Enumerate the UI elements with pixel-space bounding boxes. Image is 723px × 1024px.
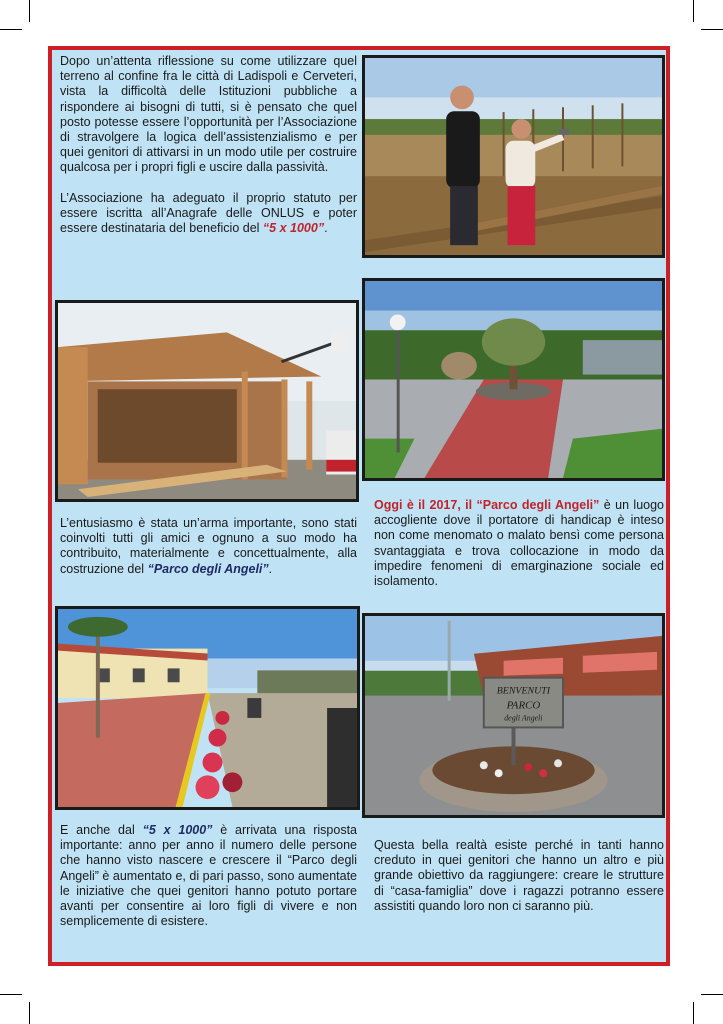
photo-welcome-sign [362, 613, 665, 818]
onlus-text: L’Associazione ha adeguato il proprio statuto per essere iscritta all’Anagrafe delle ONLUS e poter essere destinataria del beneficio del [60, 190, 357, 236]
crop-mark-tl-v [29, 0, 30, 22]
sign-text-line1: BENVENUTI [496, 685, 551, 697]
crop-mark-br-v [693, 1002, 694, 1024]
enthusiasm-end: . [268, 561, 273, 576]
five-per-thousand-emphasis-2: “5 x 1000” [142, 823, 213, 837]
photo-fence-building [362, 55, 665, 258]
year-emphasis: Oggi è il 2017, il “Parco degli Angeli” [374, 498, 600, 512]
intro-paragraph: Dopo un’attenta riflessione su come utilizzare quel terreno al confine fra le città di Ladispoli e Cerveteri, vista la difficoltà delle Istituzioni pubbliche a rispondere ai bisogni di tutti, si è pensato che quel posto potesse essere l’opportunità per l’Associazione di stravolgere la logica dell’assistenzialismo e per quei genitori di attivarsi in un modo utile per costruire qualcosa per i propri figli e uscire dalla passività. [60, 54, 357, 175]
crop-mark-tr-h [701, 29, 723, 30]
photo-wooden-building [55, 300, 359, 502]
today-text: è un luogo accogliente dove il portatore di handicap è inteso non come menomato o malato bensì come persona svantaggiata e trova collocazione in modo da impedire fenomeni di emarginazione sociale ed isolamento. [374, 498, 665, 589]
text-block-today [374, 498, 664, 589]
enthusiasm-text: L’entusiasmo è stata un’arma importante, sono stati coinvolti tutti gli amici e ognuno a suo modo ha contribuito, materialmente e concettualmente, alla costruzione del [60, 516, 357, 576]
five-per-thousand-emphasis: “5 x 1000” [262, 221, 325, 236]
text-block-enthusiasm [60, 516, 357, 577]
photo-flower-path [55, 606, 360, 810]
future-paragraph: Questa bella realtà esiste perché in tanti hanno creduto in quei genitori che hanno un altro e più grande obiettivo da raggiungere: creare le strutture di “casa-famiglia” dove i ragazzi potranno essere assistiti quando loro non ci saranno più. [374, 838, 664, 913]
crop-mark-br-h [701, 994, 723, 995]
today-paragraph [374, 498, 664, 589]
text-block-future [374, 838, 664, 914]
sign-text-line2: PARCO [506, 699, 541, 712]
text-block-results [60, 823, 357, 929]
parco-emphasis: “Parco degli Angeli” [147, 561, 269, 576]
photo-park-olive-tree [362, 278, 665, 481]
results-paragraph [60, 823, 357, 929]
results-text: è arrivata una risposta importante: anno per anno il numero delle persone che hanno visto nascere e crescere il “Parco degli Angeli” è aumentato e, di pari passo, sono aumentate le iniziative che quei genitori hanno potuto portare avanti per consentire ai loro figli di vivere e non semplicemente di esistere. [60, 823, 357, 929]
onlus-end: . [324, 221, 328, 236]
results-text-start: E anche dal [60, 823, 143, 837]
crop-mark-tr-v [693, 0, 694, 22]
onlus-paragraph [60, 191, 357, 237]
enthusiasm-paragraph [60, 516, 357, 577]
text-block-intro [60, 54, 357, 236]
crop-mark-tl-h [0, 29, 22, 30]
crop-mark-bl-h [0, 994, 22, 995]
crop-mark-bl-v [29, 1002, 30, 1024]
sign-text-line3: degli Angeli [504, 713, 543, 723]
